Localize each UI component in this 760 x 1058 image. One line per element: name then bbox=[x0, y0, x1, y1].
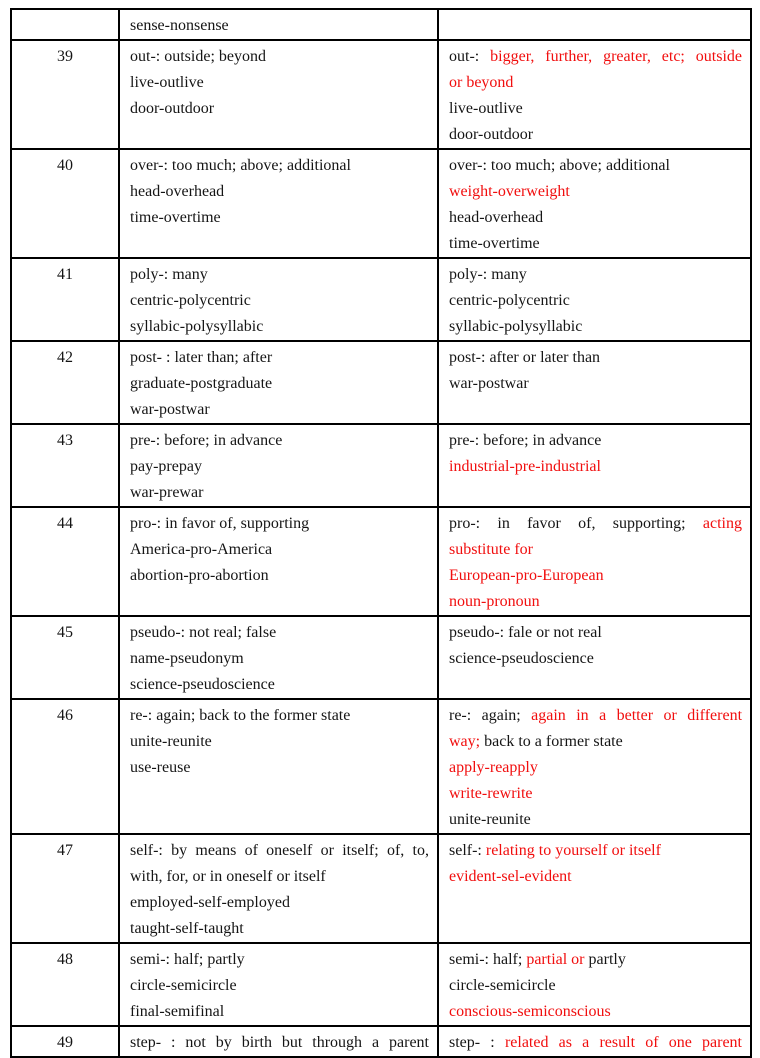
entry-text: pre-: before; in advance bbox=[130, 432, 283, 449]
table-row bbox=[11, 424, 751, 507]
revision-text: bigger, further, greater, etc; outside bbox=[490, 48, 743, 65]
entry-text: over-: too much; above; additional bbox=[130, 157, 351, 174]
entry-line bbox=[449, 589, 742, 615]
entry-text: self-: bbox=[449, 842, 486, 859]
entry-text: final-semifinal bbox=[130, 1003, 225, 1020]
entry-line bbox=[130, 563, 429, 589]
entry-text: live-outlive bbox=[130, 74, 204, 91]
entry-text: science-pseudoscience bbox=[449, 650, 594, 667]
table-row bbox=[11, 699, 751, 834]
revision-text: or beyond bbox=[449, 74, 514, 91]
revised-entry-cell bbox=[438, 341, 751, 424]
entry-text: step- : not by birth but through a parent bbox=[130, 1034, 429, 1051]
entry-line bbox=[130, 999, 429, 1025]
entry-line bbox=[130, 13, 429, 39]
entry-text: employed-self-employed bbox=[130, 894, 290, 911]
entry-line bbox=[449, 314, 742, 340]
revised-entry-cell bbox=[438, 258, 751, 341]
row-number-cell: 43 bbox=[11, 424, 119, 507]
revised-entry-cell bbox=[438, 9, 751, 40]
entry-line bbox=[130, 947, 429, 973]
revised-entry-cell bbox=[438, 834, 751, 943]
entry-line bbox=[130, 153, 429, 179]
table-row bbox=[11, 834, 751, 943]
entry-line bbox=[449, 838, 742, 864]
original-entry-cell bbox=[119, 40, 438, 149]
entry-text: unite-reunite bbox=[449, 811, 531, 828]
original-entry-cell bbox=[119, 258, 438, 341]
entry-line bbox=[449, 179, 742, 205]
revision-text: European-pro-European bbox=[449, 567, 604, 584]
revision-text: relating to yourself or itself bbox=[485, 842, 661, 859]
entry-text: war-prewar bbox=[130, 484, 204, 501]
row-number-cell: 42 bbox=[11, 341, 119, 424]
entry-line bbox=[130, 314, 429, 340]
revised-entry-cell bbox=[438, 616, 751, 699]
entry-line bbox=[130, 96, 429, 122]
table-row bbox=[11, 616, 751, 699]
entry-line bbox=[449, 1030, 742, 1056]
row-number-cell: 49 bbox=[11, 1026, 119, 1057]
entry-text: syllabic-polysyllabic bbox=[130, 318, 264, 335]
entry-text: pre-: before; in advance bbox=[449, 432, 602, 449]
entry-text: poly-: many bbox=[130, 266, 208, 283]
entry-text: pseudo-: not real; false bbox=[130, 624, 277, 641]
entry-line bbox=[449, 781, 742, 807]
entry-line bbox=[130, 1030, 429, 1056]
entry-line bbox=[449, 262, 742, 288]
table-row bbox=[11, 507, 751, 616]
entry-line bbox=[130, 70, 429, 96]
entry-line bbox=[130, 890, 429, 916]
entry-line bbox=[130, 755, 429, 781]
revised-entry-cell bbox=[438, 149, 751, 258]
entry-line bbox=[130, 205, 429, 231]
entry-text: back to a former state bbox=[480, 733, 623, 750]
revised-entry-cell bbox=[438, 699, 751, 834]
entry-text: syllabic-polysyllabic bbox=[449, 318, 583, 335]
revised-entry-cell bbox=[438, 507, 751, 616]
entry-text: semi-: half; partly bbox=[130, 951, 245, 968]
row-number-cell: 46 bbox=[11, 699, 119, 834]
entry-text: time-overtime bbox=[449, 235, 540, 252]
prefix-comparison-table bbox=[10, 8, 752, 1058]
original-entry-cell bbox=[119, 341, 438, 424]
entry-line bbox=[449, 703, 742, 729]
entry-line bbox=[130, 620, 429, 646]
entry-text: name-pseudonym bbox=[130, 650, 244, 667]
entry-text: poly-: many bbox=[449, 266, 527, 283]
entry-line bbox=[449, 646, 742, 672]
revision-text: again in a better or different bbox=[531, 707, 743, 724]
entry-line bbox=[449, 864, 742, 890]
entry-line bbox=[130, 454, 429, 480]
entry-text: live-outlive bbox=[449, 100, 523, 117]
row-number-cell: 41 bbox=[11, 258, 119, 341]
table-row bbox=[11, 258, 751, 341]
entry-line bbox=[130, 729, 429, 755]
entry-text: war-postwar bbox=[130, 401, 210, 418]
original-entry-cell bbox=[119, 616, 438, 699]
entry-line bbox=[130, 646, 429, 672]
original-entry-cell bbox=[119, 834, 438, 943]
entry-text: step- : bbox=[449, 1034, 505, 1051]
table-row bbox=[11, 149, 751, 258]
entry-text: semi-: half; bbox=[449, 951, 527, 968]
table-row bbox=[11, 943, 751, 1026]
entry-text: centric-polycentric bbox=[130, 292, 251, 309]
entry-text: pay-prepay bbox=[130, 458, 202, 475]
entry-line bbox=[449, 96, 742, 122]
row-number-cell: 39 bbox=[11, 40, 119, 149]
entry-line bbox=[449, 205, 742, 231]
entry-line bbox=[449, 288, 742, 314]
entry-line bbox=[449, 729, 742, 755]
entry-text: door-outdoor bbox=[130, 100, 215, 117]
revision-text: industrial-pre-industrial bbox=[449, 458, 601, 475]
entry-text: circle-semicircle bbox=[130, 977, 237, 994]
revision-text: evident-sel-evident bbox=[449, 868, 572, 885]
entry-line bbox=[130, 537, 429, 563]
entry-line bbox=[130, 428, 429, 454]
entry-text: time-overtime bbox=[130, 209, 221, 226]
revision-text: apply-reapply bbox=[449, 759, 538, 776]
row-number-cell: 45 bbox=[11, 616, 119, 699]
entry-line bbox=[449, 44, 742, 70]
original-entry-cell bbox=[119, 424, 438, 507]
original-entry-cell bbox=[119, 149, 438, 258]
entry-line bbox=[130, 973, 429, 999]
original-entry-cell bbox=[119, 9, 438, 40]
table-row bbox=[11, 9, 751, 40]
row-number-cell: 47 bbox=[11, 834, 119, 943]
entry-line bbox=[449, 620, 742, 646]
revision-text: write-rewrite bbox=[449, 785, 533, 802]
entry-line bbox=[449, 755, 742, 781]
entry-line bbox=[449, 153, 742, 179]
entry-line bbox=[449, 70, 742, 96]
entry-text: pro-: in favor of, supporting bbox=[130, 515, 310, 532]
table-row bbox=[11, 1026, 751, 1057]
entry-line bbox=[449, 563, 742, 589]
entry-line bbox=[449, 973, 742, 999]
entry-line bbox=[449, 345, 742, 371]
row-number-cell bbox=[11, 9, 119, 40]
revised-entry-cell bbox=[438, 1026, 751, 1057]
entry-text: post-: after or later than bbox=[449, 349, 601, 366]
entry-line bbox=[449, 537, 742, 563]
entry-line bbox=[130, 345, 429, 371]
row-number-cell: 40 bbox=[11, 149, 119, 258]
entry-line bbox=[130, 864, 429, 890]
entry-text: out-: outside; beyond bbox=[130, 48, 266, 65]
entry-text: door-outdoor bbox=[449, 126, 534, 143]
entry-text: pseudo-: fale or not real bbox=[449, 624, 602, 641]
entry-text: centric-polycentric bbox=[449, 292, 570, 309]
entry-line bbox=[449, 999, 742, 1025]
original-entry-cell bbox=[119, 1026, 438, 1057]
entry-text: sense-nonsense bbox=[130, 17, 229, 34]
entry-text: re-: again; back to the former state bbox=[130, 707, 351, 724]
entry-line bbox=[130, 916, 429, 942]
entry-line bbox=[130, 511, 429, 537]
entry-text: with, for, or in oneself or itself bbox=[130, 868, 326, 885]
entry-text: over-: too much; above; additional bbox=[449, 157, 670, 174]
revision-text: substitute for bbox=[449, 541, 533, 558]
entry-line bbox=[130, 371, 429, 397]
entry-line bbox=[130, 262, 429, 288]
revision-text: related as a result of one parent bbox=[504, 1034, 743, 1051]
row-number-cell: 44 bbox=[11, 507, 119, 616]
entry-text: science-pseudoscience bbox=[130, 676, 275, 693]
entry-text: head-overhead bbox=[130, 183, 225, 200]
entry-line bbox=[130, 44, 429, 70]
entry-text: re-: again; bbox=[449, 707, 532, 724]
original-entry-cell bbox=[119, 943, 438, 1026]
revised-entry-cell bbox=[438, 40, 751, 149]
entry-line bbox=[449, 428, 742, 454]
original-entry-cell bbox=[119, 507, 438, 616]
table-row bbox=[11, 341, 751, 424]
entry-line bbox=[130, 288, 429, 314]
entry-text: partly bbox=[588, 951, 626, 968]
revision-text: noun-pronoun bbox=[449, 593, 540, 610]
entry-line bbox=[449, 231, 742, 257]
revision-text: partial or bbox=[526, 951, 589, 968]
entry-text: out-: bbox=[449, 48, 491, 65]
revision-text: acting bbox=[702, 515, 742, 532]
entry-line bbox=[449, 511, 742, 537]
revised-entry-cell bbox=[438, 424, 751, 507]
entry-line bbox=[449, 454, 742, 480]
entry-text: pro-: in favor of, supporting; bbox=[449, 515, 703, 532]
entry-text: America-pro-America bbox=[130, 541, 273, 558]
entry-line bbox=[130, 480, 429, 506]
entry-text: war-postwar bbox=[449, 375, 529, 392]
entry-text: circle-semicircle bbox=[449, 977, 556, 994]
entry-text: self-: by means of oneself or itself; of, to, bbox=[130, 842, 429, 859]
entry-line bbox=[130, 703, 429, 729]
entry-text: use-reuse bbox=[130, 759, 191, 776]
entry-line bbox=[130, 838, 429, 864]
row-number-cell: 48 bbox=[11, 943, 119, 1026]
revision-text: weight-overweight bbox=[449, 183, 570, 200]
entry-line bbox=[449, 371, 742, 397]
revision-text: conscious-semiconscious bbox=[449, 1003, 611, 1020]
entry-text: post- : later than; after bbox=[130, 349, 273, 366]
entry-text: head-overhead bbox=[449, 209, 544, 226]
entry-text: unite-reunite bbox=[130, 733, 212, 750]
table-row bbox=[11, 40, 751, 149]
entry-text: abortion-pro-abortion bbox=[130, 567, 269, 584]
entry-line bbox=[449, 947, 742, 973]
entry-line bbox=[130, 672, 429, 698]
entry-line bbox=[449, 807, 742, 833]
entry-text: taught-self-taught bbox=[130, 920, 244, 937]
revised-entry-cell bbox=[438, 943, 751, 1026]
entry-line bbox=[449, 122, 742, 148]
entry-line bbox=[130, 397, 429, 423]
table-body bbox=[11, 9, 751, 1057]
revision-text: way; bbox=[449, 733, 481, 750]
entry-line bbox=[130, 179, 429, 205]
original-entry-cell bbox=[119, 699, 438, 834]
entry-text: graduate-postgraduate bbox=[130, 375, 273, 392]
